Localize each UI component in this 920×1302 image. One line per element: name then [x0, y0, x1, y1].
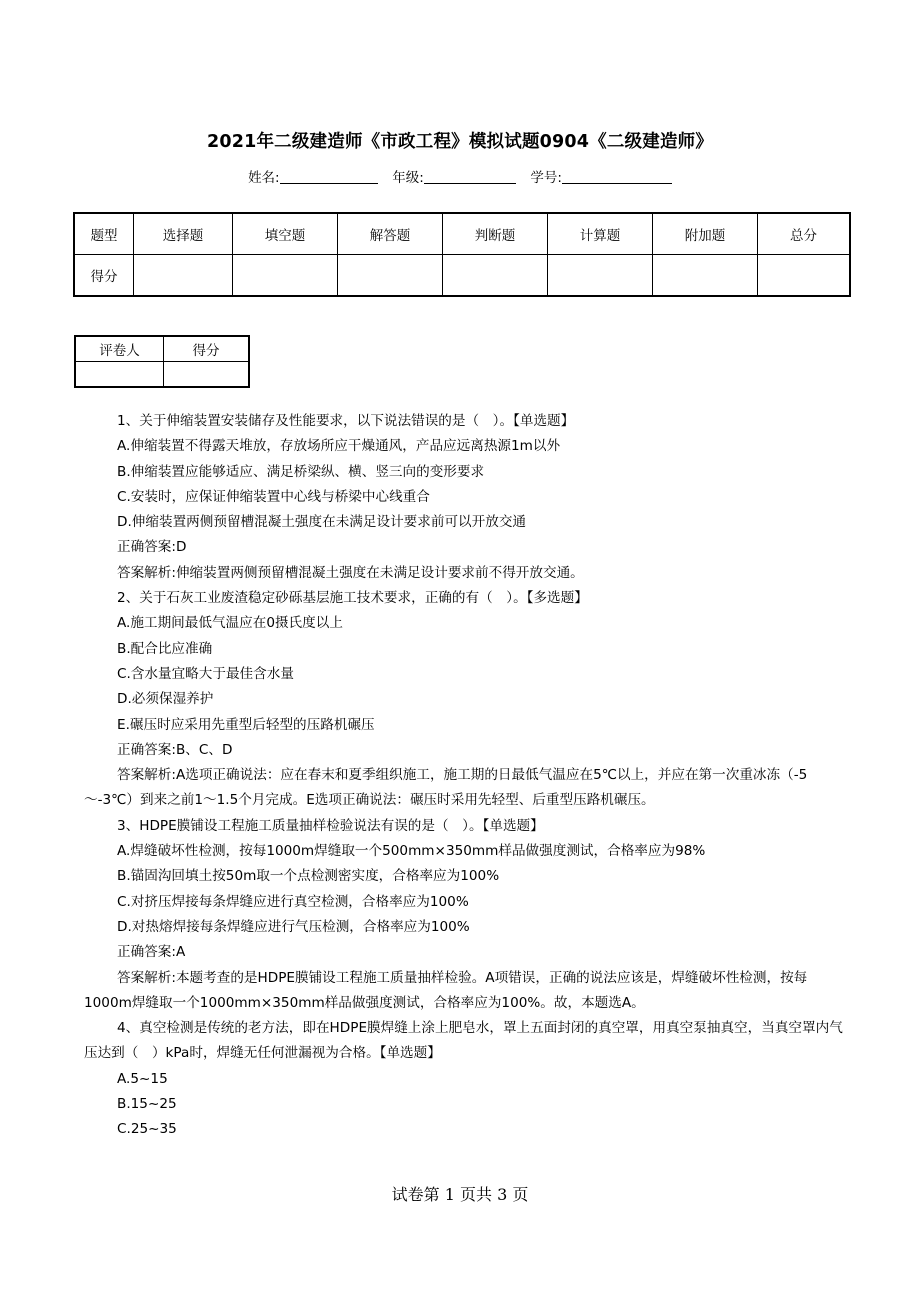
score-cell[interactable]: [233, 255, 338, 297]
score-header-cell: 总分: [758, 213, 851, 255]
option-line: E.碾压时应采用先重型后轻型的压路机碾压: [117, 716, 375, 733]
answer-line: 正确答案:B、C、D: [117, 741, 233, 758]
student-info: [0, 166, 920, 186]
explanation-line: 答案解析:伸缩装置两侧预留槽混凝土强度在未满足设计要求前不得开放交通。: [117, 564, 584, 581]
grader-name-cell[interactable]: [75, 362, 164, 388]
option-line: B.伸缩装置应能够适应、满足桥梁纵、横、竖三向的变形要求: [117, 463, 485, 480]
score-header-cell: 填空题: [233, 213, 338, 255]
score-row-label: 得分: [74, 255, 134, 297]
score-header-cell: 解答题: [338, 213, 443, 255]
answer-line: 正确答案:A: [117, 944, 186, 961]
option-line: D.必须保湿养护: [117, 691, 214, 708]
option-line: B.配合比应准确: [117, 640, 213, 657]
page-title: 2021年二级建造师《市政工程》模拟试题0904《二级建造师》: [206, 132, 714, 152]
grader-input-row: [75, 362, 249, 388]
answer-line: 正确答案:D: [117, 539, 187, 556]
score-table: [73, 212, 851, 297]
option-line: B.锚固沟回填土按50m取一个点检测密实度，合格率应为100%: [117, 868, 500, 885]
score-header-cell: 选择题: [134, 213, 233, 255]
score-table-score-row: [74, 255, 850, 297]
score-cell[interactable]: [758, 255, 851, 297]
page-footer: 试卷第 1 页共 3 页: [391, 1185, 529, 1204]
score-table-header-row: [74, 213, 850, 255]
grader-score-cell[interactable]: [164, 362, 250, 388]
grader-table: [74, 335, 250, 388]
option-line: C.对挤压焊接每条焊缝应进行真空检测，合格率应为100%: [117, 893, 469, 910]
option-line: C.安装时，应保证伸缩装置中心线与桥梁中心线重合: [117, 488, 430, 505]
grader-header-row: [75, 336, 249, 362]
option-line: A.施工期间最低气温应在0摄氏度以上: [117, 615, 343, 632]
option-line: A.5~15: [117, 1070, 168, 1087]
grade-label: 年级:: [392, 170, 424, 186]
score-header-cell: 计算题: [548, 213, 653, 255]
score-cell[interactable]: [653, 255, 758, 297]
option-line: A.伸缩装置不得露天堆放，存放场所应干燥通风，产品应远离热源1m以外: [117, 438, 561, 455]
score-header-cell: 题型: [74, 213, 134, 255]
id-label: 学号:: [530, 170, 562, 186]
score-cell[interactable]: [338, 255, 443, 297]
grade-blank[interactable]: [424, 169, 516, 184]
grader-label: 评卷人: [75, 336, 164, 362]
option-line: B.15~25: [117, 1096, 177, 1113]
question-2-stem: 2、关于石灰工业废渣稳定砂砾基层施工技术要求，正确的有（ ）。【多选题】: [117, 590, 588, 607]
option-line: C.25~35: [117, 1121, 177, 1138]
name-blank[interactable]: [280, 169, 378, 184]
score-header-cell: 判断题: [443, 213, 548, 255]
option-line: D.对热熔焊接每条焊缝应进行气压检测，合格率应为100%: [117, 918, 470, 935]
name-label: 姓名:: [248, 170, 280, 186]
option-line: C.含水量宜略大于最佳含水量: [117, 665, 294, 682]
explanation-line: 答案解析:本题考查的是HDPE膜铺设工程施工质量抽样检验。A项错误，正确的说法应该是，焊缝破坏性检测，按每1000m焊缝取一个1000mm×350mm样品做强度测试，合格率应为100%。故，本题选A。: [84, 969, 808, 1011]
score-header-cell: 附加题: [653, 213, 758, 255]
grader-score-label: 得分: [164, 336, 250, 362]
question-content: [84, 409, 846, 1143]
score-cell[interactable]: [548, 255, 653, 297]
question-1-stem: 1、关于伸缩装置安装储存及性能要求，以下说法错误的是（ ）。【单选题】: [117, 413, 575, 429]
question-3-stem: 3、HDPE膜铺设工程施工质量抽样检验说法有误的是（ ）。【单选题】: [117, 817, 544, 834]
option-line: D.伸缩装置两侧预留槽混凝土强度在未满足设计要求前可以开放交通: [117, 514, 527, 531]
id-blank[interactable]: [562, 169, 672, 184]
score-cell[interactable]: [443, 255, 548, 297]
option-line: A.焊缝破坏性检测，按每1000m焊缝取一个500mm×350mm样品做强度测试，合格率应为98%: [117, 843, 706, 860]
score-cell[interactable]: [134, 255, 233, 297]
question-4-stem: 4、真空检测是传统的老方法，即在HDPE膜焊缝上涂上肥皂水，罩上五面封闭的真空罩，用真空泵抽真空，当真空罩内气压达到（ ）kPa时，焊缝无任何泄漏视为合格。【单选题】: [84, 1020, 843, 1062]
explanation-line: 答案解析:A选项正确说法：应在春末和夏季组织施工，施工期的日最低气温应在5℃以上，并应在第一次重冰冻（-5～-3℃）到来之前1～1.5个月完成。E选项正确说法：碾压时采用先轻型、后重型压路机碾压。: [84, 767, 808, 809]
